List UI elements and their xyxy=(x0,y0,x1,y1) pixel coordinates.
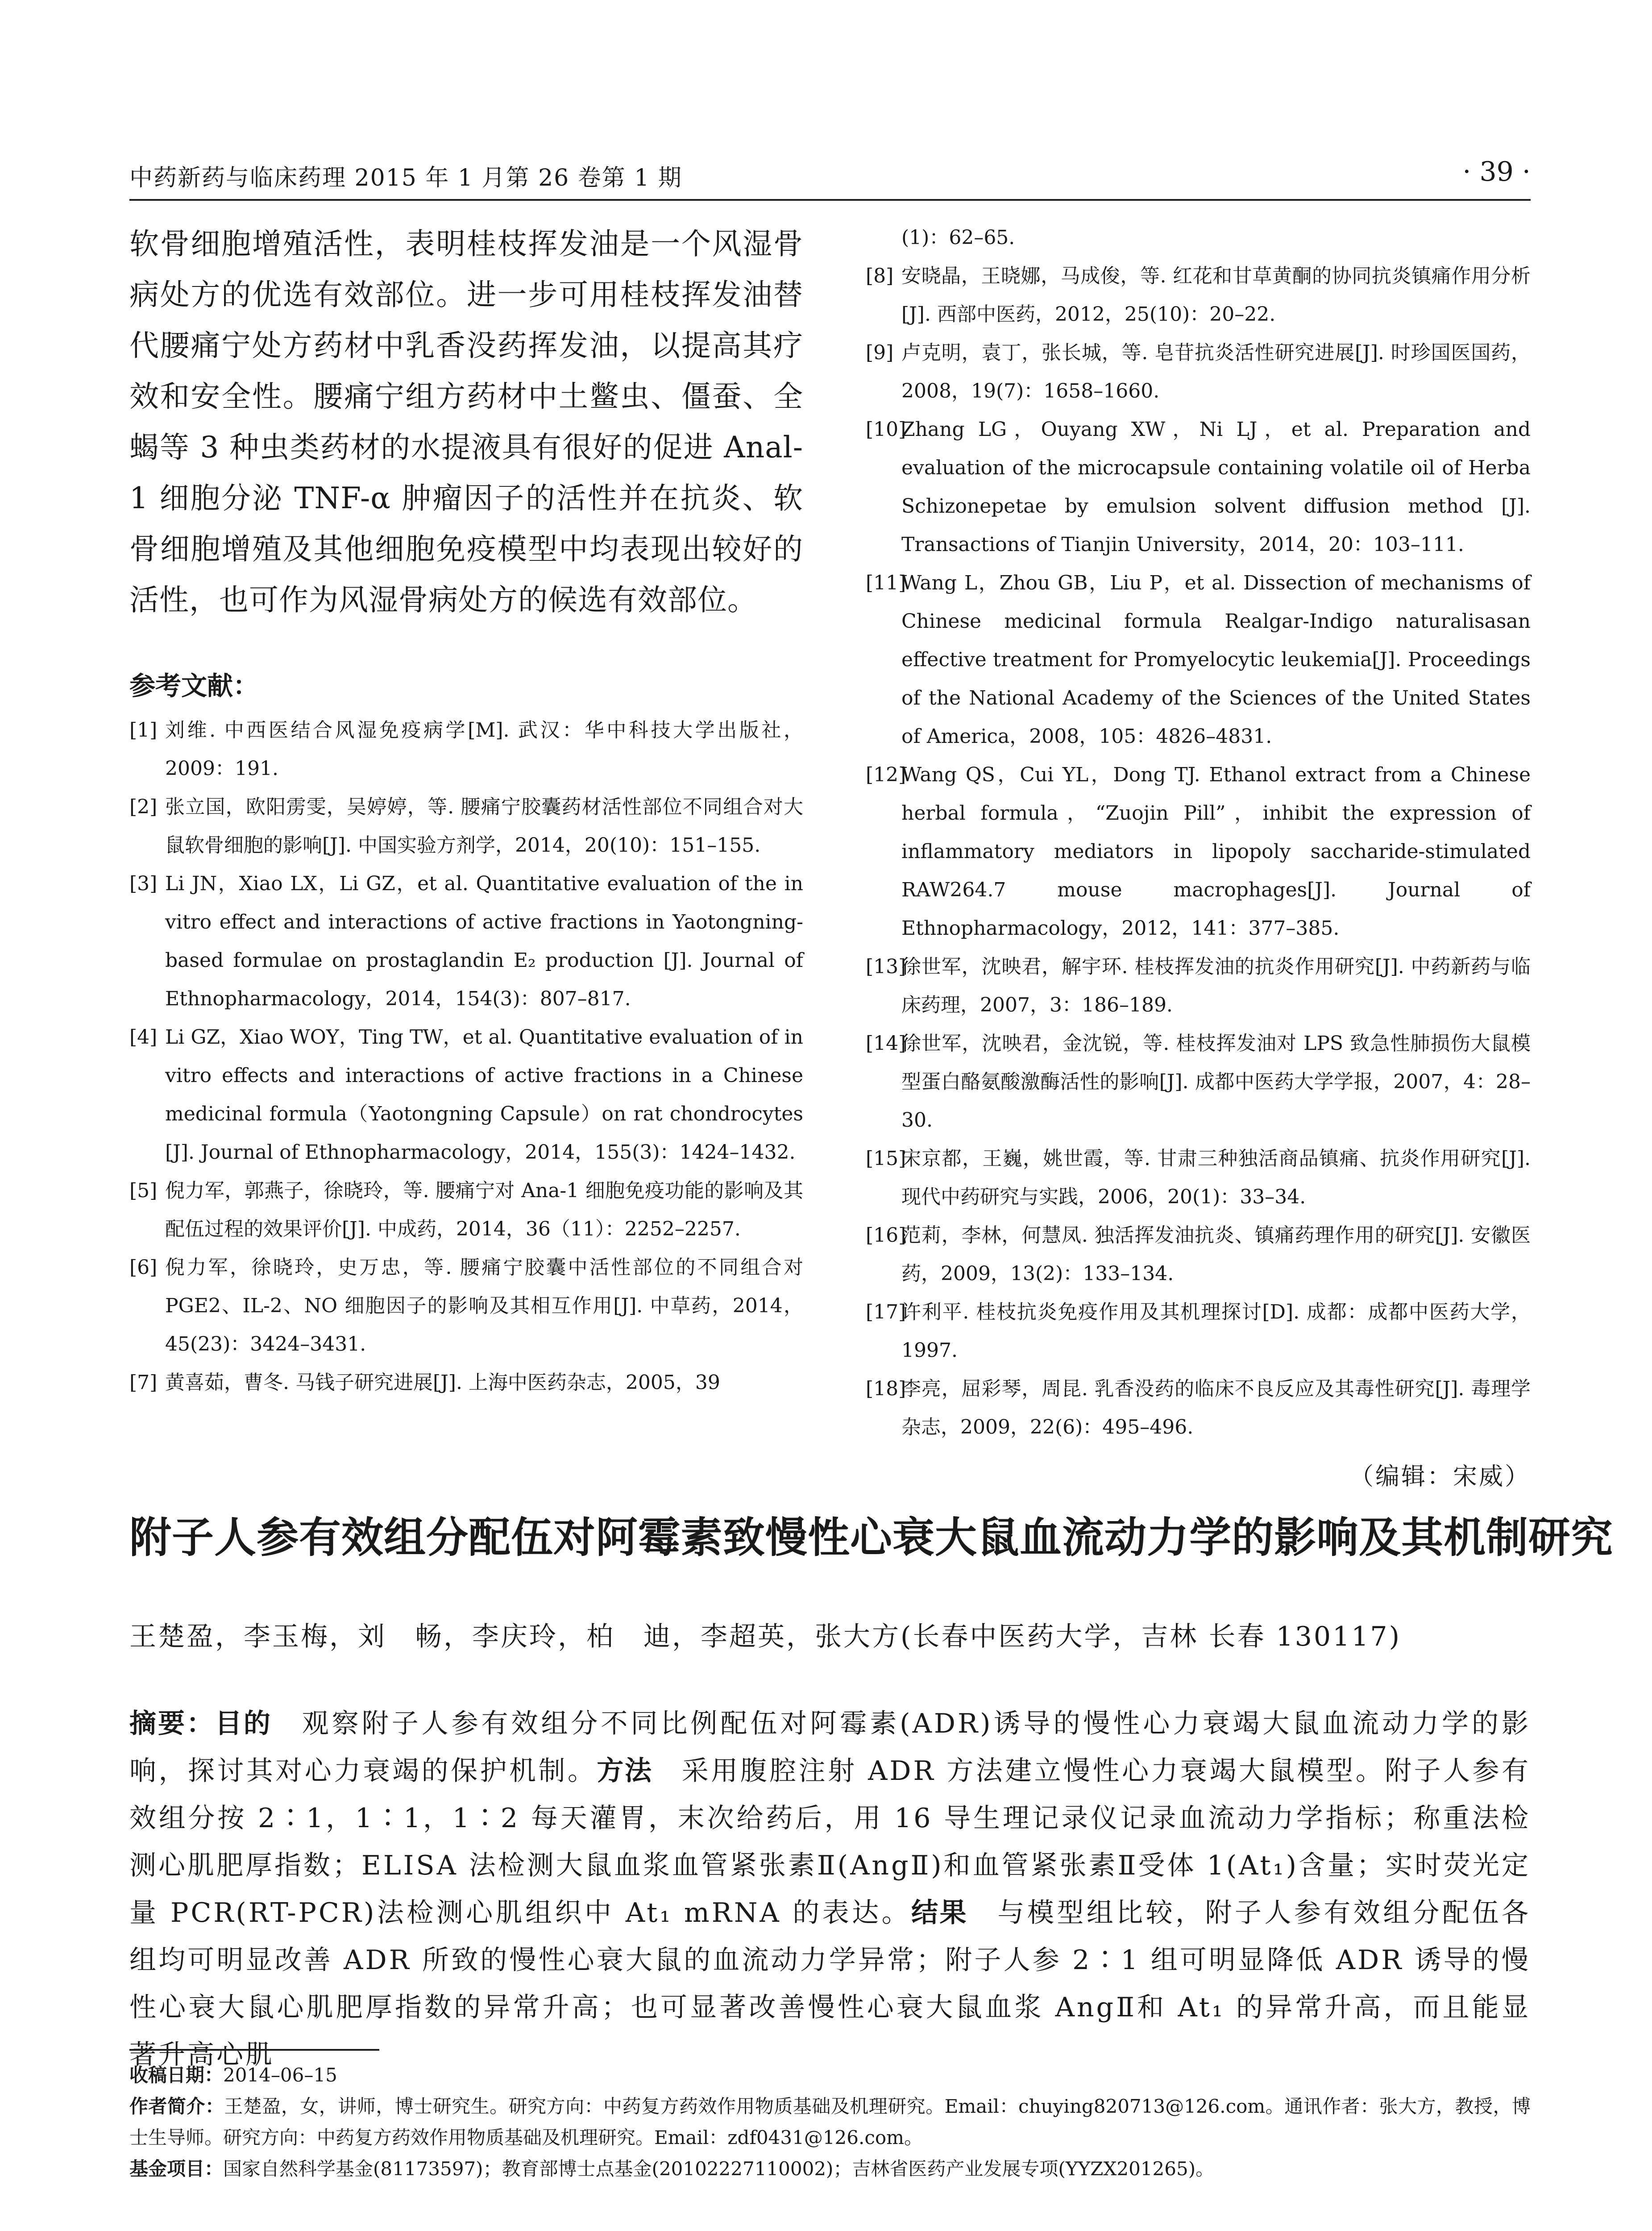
reference-item xyxy=(129,1248,803,1364)
reference-list-right xyxy=(866,257,1531,1447)
reference-number: [3] xyxy=(129,872,158,895)
footnote-divider xyxy=(129,2049,379,2051)
reference-text: 倪力军，郭燕子，徐晓玲，等. 腰痛宁对 Ana-1 细胞免疫功能的影响及其配伍过程的效果评价[J]. 中成药，2014，36（11）：2252–2257. xyxy=(165,1179,803,1240)
purpose-label: 目的 xyxy=(215,1708,272,1739)
reference-number: [1] xyxy=(129,719,158,742)
article-title: 附子人参有效组分配伍对阿霉素致慢性心衰大鼠血流动力学的影响及其机制研究 xyxy=(129,1514,1614,1562)
reference-continuation: (1)：62–65. xyxy=(901,226,1015,249)
reference-item xyxy=(129,788,803,865)
intro-paragraph: 软骨细胞增殖活性，表明桂枝挥发油是一个风湿骨病处方的优选有效部位。进一步可用桂枝挥发油替代腰痛宁处方药材中乳香没药挥发油，以提高其疗效和安全性。腰痛宁组方药材中土鳖虫、僵蚕、全蝎等 3 种虫类药材的水提液具有很好的促进 Anal-1 细胞分泌 TNF-α 肿瘤因子的活性并在抗炎、软骨细胞增殖及其他细胞免疫模型中均表现出较好的活性，也可作为风湿骨病处方的候选有效部位。 xyxy=(129,227,803,617)
journal-name: 中药新药与临床药理 2015 年 1 月第 26 卷第 1 期 xyxy=(129,165,682,191)
intro-section xyxy=(129,219,803,626)
reference-text: 倪力军，徐晓玲，史万忠，等. 腰痛宁胶囊中活性部位的不同组合对 PGE2、IL-2、NO 细胞因子的影响及其相互作用[J]. 中草药，2014，45(23)：3424–3431. xyxy=(165,1256,803,1356)
reference-text: Wang QS，Cui YL，Dong TJ. Ethanol extract from a Chinese herbal formula，“Zuojin Pill”，inhibit the expression of inflammatory mediators in lipopoly saccharide-stimulated RAW264.7 mouse macrophages[J]. Journal of Ethnopharmacology，2012，141：377–385. xyxy=(901,763,1531,940)
reference-text: Li GZ，Xiao WOY，Ting TW，et al. Quantitative evaluation of in vitro effects and interactions of active fractions in a Chinese medicinal formula（Yaotongning Capsule）on rat chondrocytes [J]. Journal of Ethnopharmacology，2014，155(3)：1424–1432. xyxy=(165,1026,803,1164)
running-header xyxy=(129,156,1531,201)
reference-number: [2] xyxy=(129,796,158,818)
reference-item xyxy=(866,756,1531,948)
result-text: 与模型组比较，附子人参有效组分配伍各组均可明显改善 ADR 所致的慢性心衰大鼠的血流动力学异常；附子人参 2∶1 组可明显降低 ADR 诱导的慢性心衰大鼠心肌肥厚指数的异常升高；也可显著改善慢性心衰大鼠血浆 AngⅡ和 At₁ 的异常升高，而且能显著升高心肌 xyxy=(129,1897,1531,2070)
references-title: 参考文献： xyxy=(129,671,259,701)
reference-text: Wang L，Zhou GB，Liu P，et al. Dissection of mechanisms of Chinese medicinal formula Realgar-Indigo naturalisasan effective treatment for Promyelocytic leukemia[J]. Proceedings of the National Academy of the Sciences of the United States of America，2008，105：4826–4831. xyxy=(901,572,1531,748)
reference-text: 宋京都，王巍，姚世霞，等. 甘肃三种独活商品镇痛、抗炎作用研究[J]. 现代中药研究与实践，2006，20(1)：33–34. xyxy=(901,1147,1531,1208)
reference-number: [13] xyxy=(866,955,906,978)
reference-item xyxy=(866,1216,1531,1293)
reference-text: 范莉，李林，何慧凤. 独活挥发油抗炎、镇痛药理作用的研究[J]. 安徽医药，2009，13(2)：133–134. xyxy=(901,1224,1531,1285)
reference-number: [11] xyxy=(866,572,906,594)
author-bio: 作者简介：王楚盈，女，讲师，博士研究生。研究方向：中药复方药效作用物质基础及机理研究。Email：chuying820713@126.com。通讯作者：张大方，教授，博士生导师。研究方向：中药复方药效作用物质基础及机理研究。Email：zdf0431@126.com。 xyxy=(129,2095,1531,2148)
reference-number: [16] xyxy=(866,1224,906,1247)
method-text: 采用腹腔注射 ADR 方法建立慢性心力衰竭大鼠模型。附子人参有效组分按 2∶1，1∶1，1∶2 每天灌胃，末次给药后，用 16 导生理记录仪记录血流动力学指标；称重法检测心肌肥厚指数；ELISA 法检测大鼠血浆血管紧张素Ⅱ(AngⅡ)和血管紧张素Ⅱ受体 1(At₁)含量；实时荧光定量 PCR(RT-PCR)法检测心肌组织中 At₁ mRNA 的表达。 xyxy=(129,1755,1531,1928)
received-date: 收稿日期：2014–06–15 xyxy=(129,2064,337,2086)
abstract-label: 摘要： xyxy=(129,1708,215,1739)
reference-item xyxy=(129,1172,803,1248)
page-number: · 39 · xyxy=(1462,156,1531,187)
reference-list-left xyxy=(129,711,803,1402)
reference-item xyxy=(866,564,1531,756)
abstract xyxy=(129,1700,1531,2078)
reference-number: [14] xyxy=(866,1032,906,1055)
reference-number: [10] xyxy=(866,418,906,441)
reference-number: [4] xyxy=(129,1026,158,1049)
reference-item xyxy=(866,1293,1531,1370)
reference-item xyxy=(866,334,1531,411)
method-label: 方法 xyxy=(597,1755,653,1787)
reference-number: [8] xyxy=(866,265,894,287)
reference-number: [7] xyxy=(129,1371,158,1394)
reference-item xyxy=(866,1370,1531,1447)
result-label: 结果 xyxy=(911,1897,968,1928)
reference-item xyxy=(129,1364,803,1402)
reference-number: [17] xyxy=(866,1301,906,1323)
author-line: 王楚盈，李玉梅，刘 畅，李庆玲，柏 迪，李超英，张大方(长春中医药大学，吉林 长春 130117) xyxy=(129,1621,1402,1652)
reference-text: 安晓晶，王晓娜，马成俊，等. 红花和甘草黄酮的协同抗炎镇痛作用分析[J]. 西部中医药，2012，25(10)：20–22. xyxy=(901,265,1531,326)
right-column xyxy=(866,219,1531,1492)
reference-text: 许利平. 桂枝抗炎免疫作用及其机理探讨[D]. 成都：成都中医药大学，1997. xyxy=(901,1301,1531,1362)
reference-text: 卢克明，袁丁，张长城，等. 皂苷抗炎活性研究进展[J]. 时珍国医国药，2008，19(7)：1658–1660. xyxy=(901,341,1531,402)
reference-text: 黄喜茹，曹冬. 马钱子研究进展[J]. 上海中医药杂志，2005，39 xyxy=(165,1371,720,1394)
left-column xyxy=(129,219,803,1402)
reference-text: 刘维. 中西医结合风湿免疫病学[M]. 武汉：华中科技大学出版社，2009：191. xyxy=(165,719,803,780)
reference-text: 李亮，屈彩琴，周昆. 乳香没药的临床不良反应及其毒性研究[J]. 毒理学杂志，2009，22(6)：495–496. xyxy=(901,1377,1531,1439)
reference-number: [9] xyxy=(866,341,894,364)
fund-info: 基金项目：国家自然科学基金(81173597)；教育部博士点基金(20102227110002)；吉林省医药产业发展专项(YYZX201265)。 xyxy=(129,2158,1215,2180)
reference-item xyxy=(866,1140,1531,1216)
editor-note: （编辑：宋威） xyxy=(1349,1462,1531,1490)
reference-text: Zhang LG，Ouyang XW，Ni LJ，et al. Preparation and evaluation of the microcapsule containing volatile oil of Herba Schizonepetae by emulsion solvent diffusion method [J]. Transactions of Tianjin University，2014，20：103–111. xyxy=(901,418,1531,556)
purpose-text: 观察附子人参有效组分不同比例配伍对阿霉素(ADR)诱导的慢性心力衰竭大鼠血流动力学的影响，探讨其对心力衰竭的保护机制。 xyxy=(129,1708,1531,1787)
reference-item xyxy=(129,711,803,788)
reference-item xyxy=(866,1024,1531,1140)
reference-number: [15] xyxy=(866,1147,906,1170)
reference-text: 张立国，欧阳雳雯，吴婷婷，等. 腰痛宁胶囊药材活性部位不同组合对大鼠软骨细胞的影响[J]. 中国实验方剂学，2014，20(10)：151–155. xyxy=(165,796,803,857)
reference-number: [18] xyxy=(866,1377,906,1400)
reference-text: 徐世军，沈映君，金沈锐，等. 桂枝挥发油对 LPS 致急性肺损伤大鼠模型蛋白酪氨酸激酶活性的影响[J]. 成都中医药大学学报，2007，4：28–30. xyxy=(901,1032,1531,1132)
footnotes xyxy=(129,2060,1531,2185)
reference-number: [6] xyxy=(129,1256,158,1279)
reference-item xyxy=(129,865,803,1018)
reference-item xyxy=(129,1018,803,1172)
reference-number: [12] xyxy=(866,763,906,786)
reference-item xyxy=(866,948,1531,1024)
reference-text: Li JN，Xiao LX，Li GZ，et al. Quantitative evaluation of the in vitro effect and interactions of active fractions in Yaotongning-based formulae on prostaglandin E₂ production [J]. Journal of Ethnopharmacology，2014，154(3)：807–817. xyxy=(165,872,803,1010)
reference-text: 徐世军，沈映君，解宇环. 桂枝挥发油的抗炎作用研究[J]. 中药新药与临床药理，2007，3：186–189. xyxy=(901,955,1531,1016)
reference-item xyxy=(866,257,1531,334)
reference-number: [5] xyxy=(129,1179,158,1202)
reference-item xyxy=(866,411,1531,564)
